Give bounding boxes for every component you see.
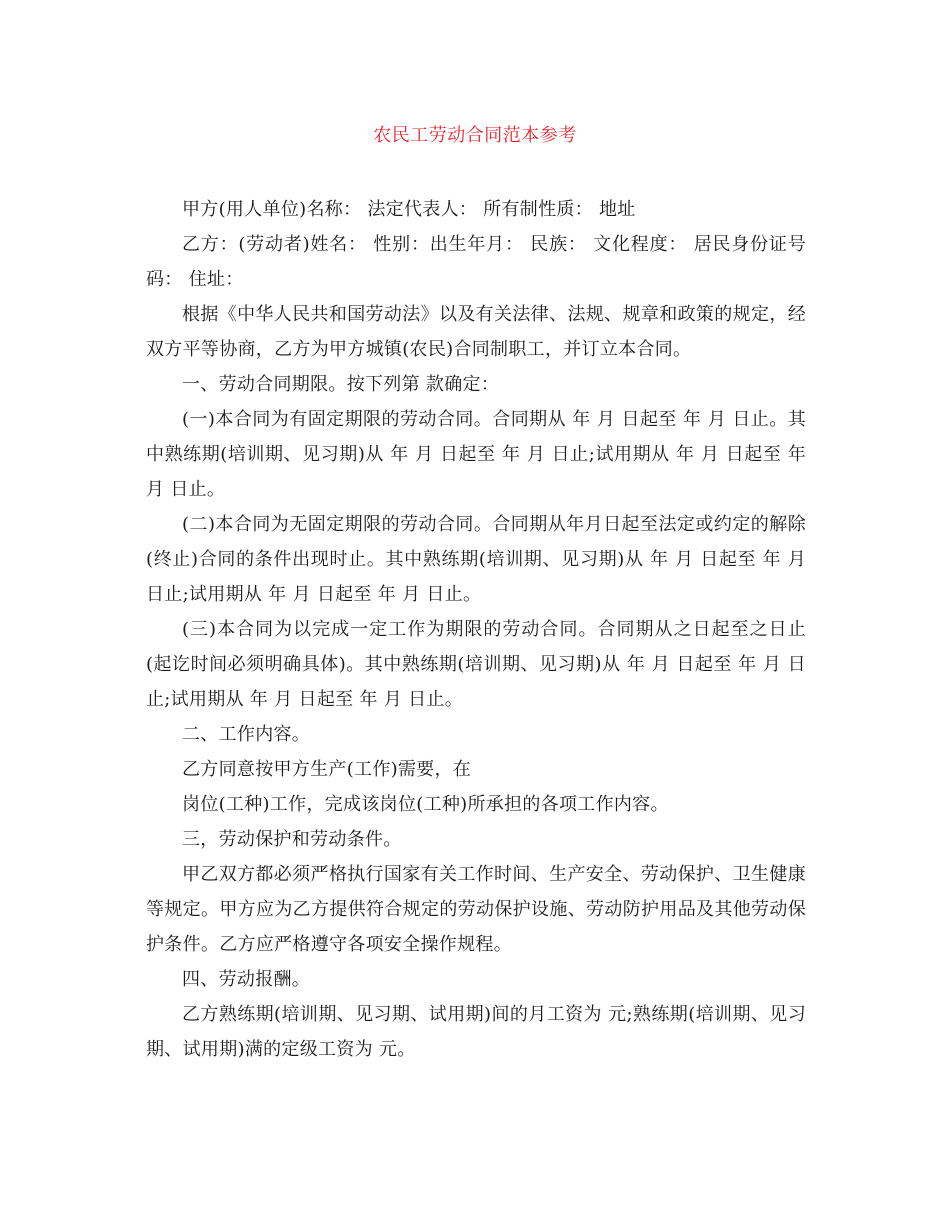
paragraph-protection: 甲乙双方都必须严格执行国家有关工作时间、生产安全、劳动保护、卫生健康等规定。甲方应为乙方提供符合规定的劳动保护设施、劳动防护用品及其他劳动保护条件。乙方应严格遵守各项安全操作规程。 — [146, 864, 806, 955]
paragraph-party-b: 乙方：(劳动者)姓名： 性别：出生年月： 民族： 文化程度： 居民身份证号码： 住址： — [146, 234, 806, 290]
paragraph-party-a: 甲方(用人单位)名称： 法定代表人： 所有制性质： 地址 — [182, 199, 636, 220]
section-heading-work-content: 二、工作内容。 — [182, 724, 311, 745]
paragraph-fixed-term: (一)本合同为有固定期限的劳动合同。合同期从 年 月 日起至 年 月 日止。其中熟练期(培训期、见习期)从 年 月 日起至 年 月 日止;试用期从 年 月 日起至 年 月 日止。 — [146, 409, 806, 500]
section-heading-pay: 四、劳动报酬。 — [182, 969, 311, 990]
document-body — [146, 192, 806, 1067]
paragraph-work-post: 岗位(工种)工作，完成该岗位(工种)所承担的各项工作内容。 — [182, 794, 669, 815]
paragraph-pay: 乙方熟练期(培训期、见习期、试用期)间的月工资为 元;熟练期(培训期、见习期、试用期)满的定级工资为 元。 — [146, 1004, 806, 1060]
paragraph-task-term: (三)本合同为以完成一定工作为期限的劳动合同。合同期从之日起至之日止(起讫时间必须明确具体)。其中熟练期(培训期、见习期)从 年 月 日起至 年 月 日止;试用期从 年 月 日起至 年 月 日止。 — [146, 619, 806, 710]
section-heading-term: 一、劳动合同期限。按下列第 款确定： — [182, 374, 500, 395]
paragraph-work-agreement: 乙方同意按甲方生产(工作)需要，在 — [182, 759, 472, 780]
paragraph-open-term: (二)本合同为无固定期限的劳动合同。合同期从年月日起至法定或约定的解除(终止)合同的条件出现时止。其中熟练期(培训期、见习期)从 年 月 日起至 年 月 日止;试用期从 年 月 日起至 年 月 日止。 — [146, 514, 806, 605]
paragraph-basis: 根据《中华人民共和国劳动法》以及有关法律、法规、规章和政策的规定，经双方平等协商，乙方为甲方城镇(农民)合同制职工，并订立本合同。 — [146, 304, 806, 360]
section-heading-protection: 三，劳动保护和劳动条件。 — [182, 829, 402, 850]
document-title: 农民工劳动合同范本参考 — [373, 125, 577, 146]
